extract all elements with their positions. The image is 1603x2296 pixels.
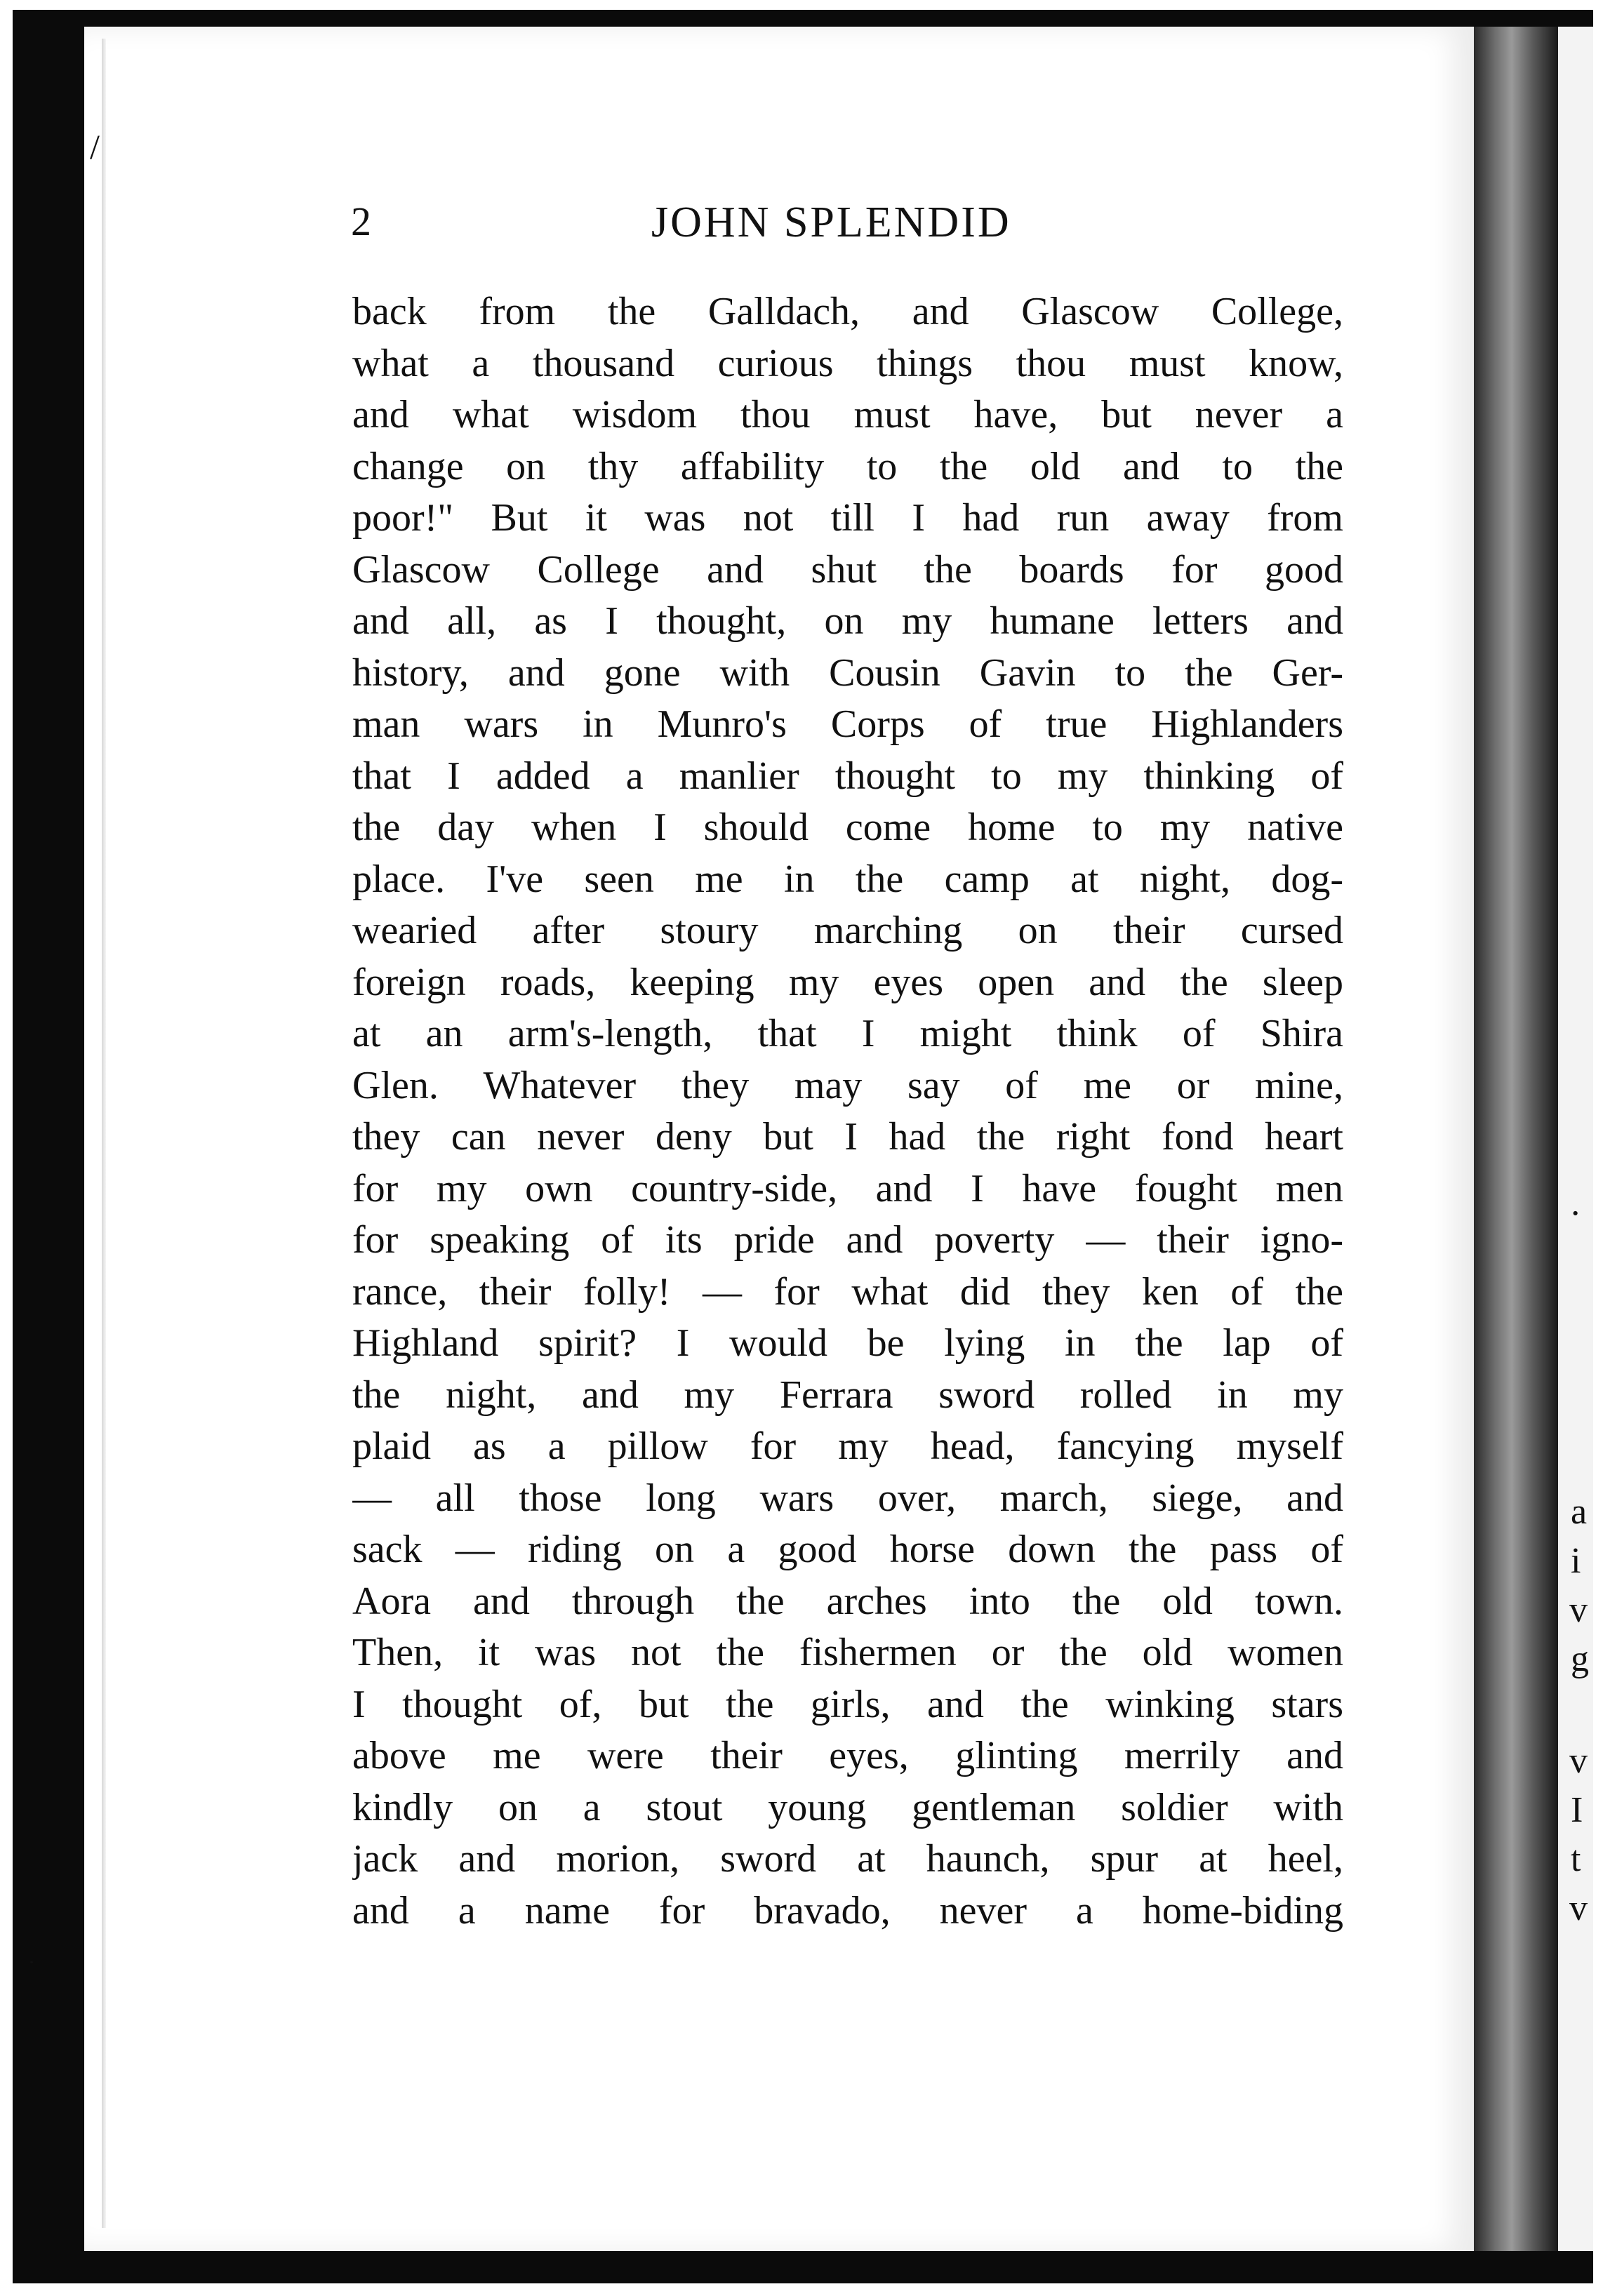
page-edge xyxy=(102,39,106,2228)
page-title: JOHN SPLENDID xyxy=(651,199,1011,246)
text-line: jack and morion, sword at haunch, spur at heel, xyxy=(352,1837,1343,1881)
text-line: I thought of, but the girls, and the winking stars xyxy=(352,1682,1343,1726)
text-line: for speaking of its pride and poverty — their igno- xyxy=(352,1218,1343,1262)
text-line: Then, it was not the fishermen or the old women xyxy=(352,1631,1343,1674)
facing-page-fragment: a xyxy=(1571,1492,1588,1532)
text-line: they can never deny but I had the right fond heart xyxy=(352,1115,1343,1159)
text-line: man wars in Munro's Corps of true Highlanders xyxy=(352,702,1343,746)
text-line: that I added a manlier thought to my thinking of xyxy=(352,754,1343,798)
text-line: — all those long wars over, march, siege, and xyxy=(352,1476,1343,1520)
text-line: what a thousand curious things thou must know, xyxy=(352,341,1343,385)
text-line: poor!" But it was not till I had run away from xyxy=(352,496,1343,540)
text-line: history, and gone with Cousin Gavin to the Ger- xyxy=(352,650,1343,695)
book-gutter xyxy=(1474,27,1558,2251)
text-line: above me were their eyes, glinting merrily and xyxy=(352,1734,1343,1777)
facing-page-fragment: v xyxy=(1569,1888,1588,1928)
text-line: Aora and through the arches into the old town. xyxy=(352,1579,1343,1623)
text-line: Glascow College and shut the boards for good xyxy=(352,547,1343,592)
facing-page-fragment: i xyxy=(1571,1541,1581,1581)
text-line: and all, as I thought, on my humane letters and xyxy=(352,599,1343,643)
facing-page-fragment: v xyxy=(1569,1741,1588,1781)
running-head xyxy=(351,198,1404,254)
body-text xyxy=(352,286,1343,1937)
text-line: wearied after stoury marching on their cursed xyxy=(352,909,1343,952)
text-line: back from the Galldach, and Glascow College, xyxy=(352,290,1343,333)
text-line: the day when I should come home to my native xyxy=(352,806,1343,849)
text-line: and what wisdom thou must have, but never a xyxy=(352,393,1343,436)
facing-page-fragment: I xyxy=(1571,1790,1583,1830)
text-line: the night, and my Ferrara sword rolled in my xyxy=(352,1373,1343,1417)
page-number: 2 xyxy=(351,199,373,244)
margin-mark: / xyxy=(90,127,100,166)
text-line: Highland spirit? I would be lying in the lap of xyxy=(352,1321,1343,1365)
text-line: rance, their folly! — for what did they ken of the xyxy=(352,1269,1343,1314)
facing-page-fragment: g xyxy=(1571,1639,1589,1679)
text-line: Glen. Whatever they may say of me or mine, xyxy=(352,1063,1343,1107)
text-line: for my own country-side, and I have fought men xyxy=(352,1166,1343,1210)
text-line: and a name for bravado, never a home-biding xyxy=(352,1888,1343,1933)
text-line: plaid as a pillow for my head, fancying myself xyxy=(352,1424,1343,1468)
facing-page-fragment: t xyxy=(1571,1839,1581,1879)
text-line: change on thy affability to the old and to the xyxy=(352,444,1343,488)
facing-page-fragment: · xyxy=(1569,1194,1582,1234)
facing-page-fragment: v xyxy=(1569,1590,1588,1630)
text-line: foreign roads, keeping my eyes open and the sleep xyxy=(352,960,1343,1004)
text-line: kindly on a stout young gentleman soldier with xyxy=(352,1785,1343,1829)
text-line: place. I've seen me in the camp at night, dog- xyxy=(352,857,1343,901)
text-line: sack — riding on a good horse down the pass of xyxy=(352,1528,1343,1571)
text-line: at an arm's-length, that I might think of Shira xyxy=(352,1012,1343,1055)
margin-speck: · xyxy=(28,1951,35,1974)
